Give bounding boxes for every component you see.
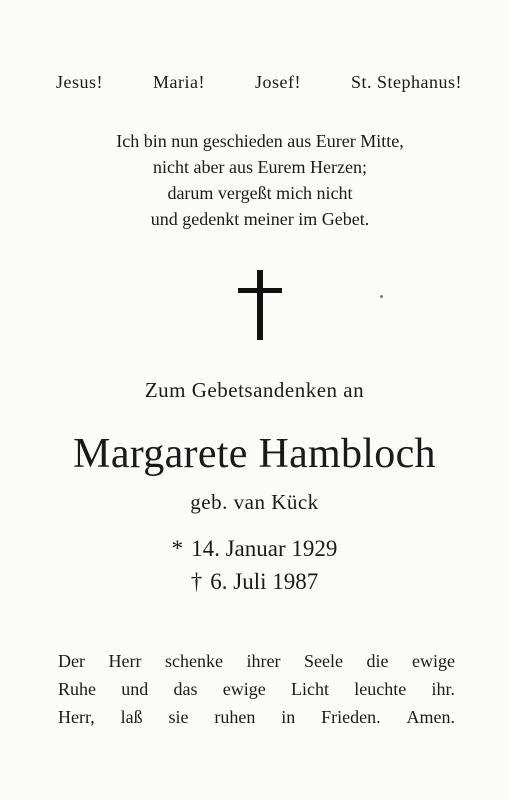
invocation-st-stephanus: St. Stephanus! xyxy=(350,72,462,92)
prayer-word: das xyxy=(173,679,198,699)
prayer-word: in xyxy=(281,707,296,727)
prayer-word: Herr, xyxy=(58,707,95,727)
prayer-word: leuchte xyxy=(354,679,407,699)
prayer-word: ihrer xyxy=(246,651,281,671)
death-date: 6. Juli 1987 xyxy=(210,569,319,594)
closing-prayer xyxy=(58,647,455,731)
remembrance-heading: Zum Gebetsandenken an xyxy=(144,378,365,402)
prayer-word: sie xyxy=(168,707,189,727)
deceased-name: Margarete Hambloch xyxy=(73,431,436,477)
paper-speck xyxy=(380,295,383,298)
latin-cross-icon xyxy=(238,270,282,340)
prayer-word: Licht xyxy=(290,679,329,699)
farewell-verse xyxy=(20,128,500,232)
prayer-line xyxy=(58,703,455,731)
verse-line: und gedenkt meiner im Gebet. xyxy=(150,209,370,229)
cross-upright xyxy=(257,270,263,340)
prayer-word: Der xyxy=(58,651,85,671)
prayer-word: laß xyxy=(120,707,143,727)
birth-symbol: * xyxy=(171,536,184,561)
prayer-line xyxy=(58,647,455,675)
birth-date-row xyxy=(0,532,509,565)
verse-line: nicht aber aus Eurem Herzen; xyxy=(153,157,367,177)
prayer-word: ewige xyxy=(412,651,455,671)
cross-beam xyxy=(238,288,282,293)
invocation-jesus: Jesus! xyxy=(56,72,103,92)
invocation-maria: Maria! xyxy=(153,72,205,92)
prayer-word: Herr xyxy=(108,651,142,671)
verse-line: darum vergeßt mich nicht xyxy=(167,183,353,203)
invocations xyxy=(56,72,462,93)
death-date-row xyxy=(0,565,509,598)
prayer-word: Frieden. xyxy=(321,707,381,727)
death-symbol: † xyxy=(190,569,203,594)
prayer-word: schenke xyxy=(165,651,223,671)
prayer-word: ihr. xyxy=(431,679,455,699)
life-dates xyxy=(0,532,509,598)
prayer-word: und xyxy=(121,679,149,699)
prayer-word: Ruhe xyxy=(58,679,96,699)
prayer-word: Seele xyxy=(304,651,343,671)
prayer-word: Amen. xyxy=(406,707,455,727)
verse-line: Ich bin nun geschieden aus Eurer Mitte, xyxy=(116,131,404,151)
birth-date: 14. Januar 1929 xyxy=(191,536,338,561)
prayer-word: ewige xyxy=(222,679,266,699)
prayer-line xyxy=(58,675,455,703)
invocation-josef: Josef! xyxy=(254,72,301,92)
prayer-word: die xyxy=(366,651,389,671)
prayer-word: ruhen xyxy=(214,707,256,727)
maiden-name: geb. van Kück xyxy=(190,490,319,514)
